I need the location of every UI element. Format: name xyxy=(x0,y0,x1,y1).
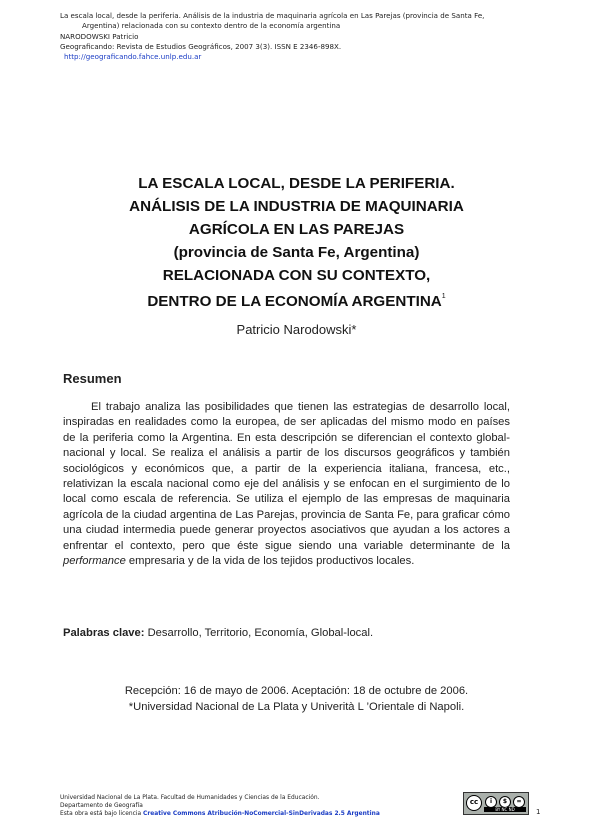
author-name: Patricio Narodowski* xyxy=(236,322,357,337)
running-header xyxy=(60,11,540,62)
reception-dates: Recepción: 16 de mayo de 2006. Aceptación: 18 de octubre de 2006. xyxy=(124,685,469,697)
header-article-title: La escala local, desde la periferia. Análisis de la industria de maquinaria agrícola en Las Parejas (provincia de Santa Fe, xyxy=(60,11,485,20)
title-line-2: ANÁLISIS DE LA INDUSTRIA DE MAQUINARIA xyxy=(129,198,464,216)
title-line-4: (provincia de Santa Fe, Argentina) xyxy=(173,244,420,262)
creative-commons-badge-icon[interactable] xyxy=(463,792,529,815)
title-line-5: RELACIONADA CON SU CONTEXTO, xyxy=(162,267,431,285)
attribution-icon: i xyxy=(485,796,497,808)
noncommercial-icon: $ xyxy=(499,796,511,808)
footer-license xyxy=(60,810,460,818)
abstract-paragraph xyxy=(63,400,510,569)
abstract-italic-term: performance xyxy=(63,555,126,568)
article-title xyxy=(40,172,553,314)
abstract-text-1: El trabajo analiza las posibilidades que tienen las estrategias de desarrollo local, inspiradas en realidades como la europea, de ser aplicadas del mismo modo en países de la periferia como la Argentina. En esta descripción se diferencian el contexto global-nacional y local. Se realiza el análisis a partir de los discursos geográficos y también sociológicos y económicos que, a partir de la experiencia italiana, francesa, etc., relativizan la escala nacional como eje del análisis y se enfocan en el surgimiento de lo local como escala de referencia. Se utiliza el ejemplo de las empresas de maquinaria agrícola de la ciudad argentina de Las Parejas, provincia de Santa Fe, para graficar cómo una ciudad intermedia puede generar proyectos asociativos que ayudan a los actores a enfrentar el contexto, pero que éste sigue siendo una variable determinante de la xyxy=(63,401,510,552)
noderivatives-icon: = xyxy=(513,796,525,808)
footer-license-prefix: Esta obra está bajo licencia xyxy=(60,811,144,818)
keywords-label: Palabras clave: xyxy=(63,627,145,639)
page-footer xyxy=(60,794,460,818)
header-url-link[interactable]: http://geograficando.fahce.unlp.edu.ar xyxy=(64,52,202,62)
title-line-1: LA ESCALA LOCAL, DESDE LA PERIFERIA. xyxy=(138,175,455,192)
page-number: 1 xyxy=(536,808,541,816)
title-line-3: AGRÍCOLA EN LAS PAREJAS xyxy=(188,221,405,239)
cc-logo-icon: cc xyxy=(466,795,482,811)
title-line-6-text: DENTRO DE LA ECONOMÍA ARGENTINA xyxy=(147,293,442,311)
abstract-text-2: empresaria y de la vida de los tejidos productivos locales. xyxy=(125,555,415,568)
header-author: NARODOWSKI Patricio xyxy=(60,31,139,41)
author-affiliation: *Universidad Nacional de La Plata y Univerità L ’Orientale di Napoli. xyxy=(128,701,465,713)
header-citation: Geograficando: Revista de Estudios Geográficos, 2007 3(3). ISSN E 2346-898X. xyxy=(60,41,342,51)
footer-department: Departamento de Geografía xyxy=(60,803,143,810)
title-line-6 xyxy=(40,287,553,313)
abstract-heading: Resumen xyxy=(63,371,122,386)
dates-block xyxy=(0,683,593,715)
license-link[interactable]: Creative Commons Atribución-NoComercial-SinDerivadas 2.5 Argentina xyxy=(143,811,380,818)
footer-institution: Universidad Nacional de La Plata. Facultad de Humanidades y Ciencias de la Educación. xyxy=(60,795,320,801)
keywords xyxy=(63,627,373,639)
keywords-value: Desarrollo, Territorio, Economía, Global-local. xyxy=(147,627,374,639)
title-footnote-marker[interactable]: 1 xyxy=(441,293,446,301)
cc-badge-strip: BY NC ND xyxy=(484,807,526,812)
header-article-title-cont: Argentina) relacionada con su contexto dentro de la economía argentina xyxy=(82,21,341,31)
